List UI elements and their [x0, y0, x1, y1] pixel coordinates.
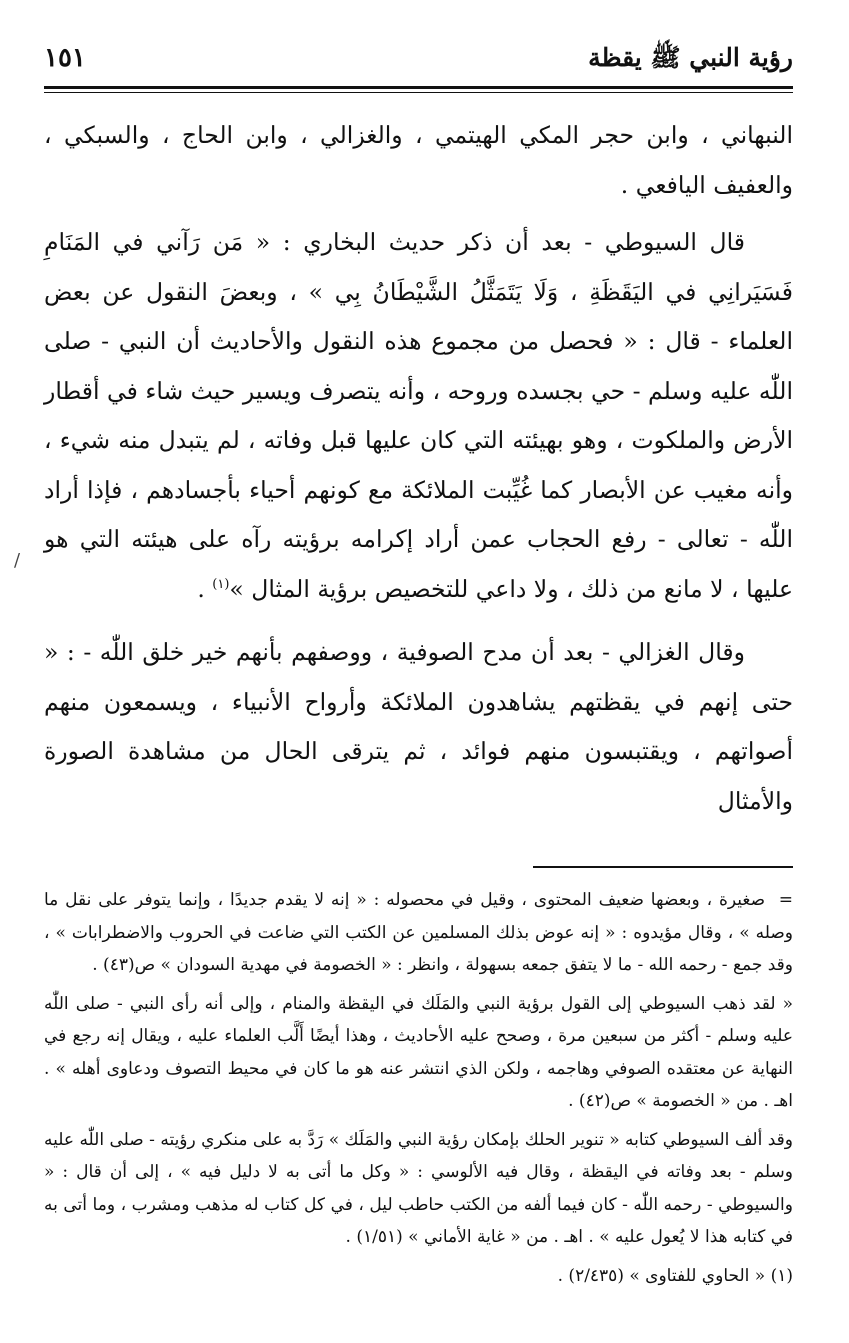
- footnote-paragraph-2: « لقد ذهب السيوطي إلى القول برؤية النبي والمَلَك في اليقظة والمنام ، وإلى أنه رأى النبي - صلى اللّٰه عليه وسلم - أكثر من سبعين مرة ، وصحح عليه الأحاديث ، وهذا أيضًا أَلَّب العلماء عليه ، ويقال إنه رجع في النهاية عن معتقده الصوفي وهاجمه ، ولكن الذي انتشر عنه هو ما كان في محيط التصوف ودعاوى أهله » . اهـ . من « الخصومة » ص(٤٢) .: [44, 993, 793, 1111]
- running-header: [44, 30, 793, 78]
- footnote-1: (١) « الحاوي للفتاوى » (٢/٤٣٥) .: [557, 1265, 793, 1286]
- footnote-separator: [533, 866, 793, 868]
- main-text: [44, 111, 793, 826]
- footnote-reference: (١): [212, 576, 230, 592]
- paragraph-2-end: .: [197, 574, 213, 603]
- header-title: رؤية النبي ﷺ يقظة: [588, 43, 793, 72]
- footnote-continuation: [44, 884, 793, 982]
- header-rule-thick: [44, 86, 793, 89]
- footnote-continuation-text: صغيرة ، وبعضها ضعيف المحتوى ، وقيل في محصوله : « إنه لا يقدم جديدًا ، وإنما يتوفر على نقل ما وصله » ، وقال مؤيدوه : « إنه عوض بذلك المسلمين عن الكتب التي ضاعت في الحروب والاضطرابات » ، وقد جمع - رحمه الله - ما لا يتفق جمعه بسهولة ، وانظر : « الخصومة في مهدية السودان » ص(٤٣) .: [44, 890, 793, 975]
- book-page: [14, 30, 793, 1323]
- footnotes: [44, 884, 793, 1292]
- margin-mark: /: [14, 550, 21, 571]
- paragraph-3: وقال الغزالي - بعد أن مدح الصوفية ، ووصفهم بأنهم خير خلق اللّٰه - : « حتى إنهم في يقظتهم يشاهدون الملائكة وأرواح الأنبياء ، ويسمعون منهم أصواتهم ، ويقتبسون منهم فوائد ، ثم يترقى الحال من مشاهدة الصورة والأمثال: [44, 638, 793, 815]
- paragraph-2-text: قال السيوطي - بعد أن ذكر حديث البخاري : « مَن رَآني في المَنَامِ فَسَيَرانِي في اليَقَظَةِ ، وَلَا يَتَمَثَّلُ الشَّيْطَانُ بِي » ، وبعضَ النقول عن بعض العلماء - قال : « فحصل من مجموع هذه النقول والأحاديث أن النبي - صلى اللّٰه عليه وسلم - حي بجسده وروحه ، وأنه يتصرف ويسير حيث شاء في أقطار الأرض والملكوت ، وهو بهيئته التي كان عليها قبل وفاته ، لم يتبدل منه شيء ، وأنه مغيب عن الأبصار كما غُيِّبت الملائكة مع كونهم أحياء بأجسادهم ، فإذا أراد اللّٰه - تعالى - رفع الحجاب عمن أراد إكرامه برؤيته رآه على هيئته التي هو عليها ، لا مانع من ذلك ، ولا داعي للتخصيص برؤية المثال »: [44, 228, 793, 603]
- footnote-paragraph-3: وقد ألف السيوطي كتابه « تنوير الحلك بإمكان رؤية النبي والمَلَك » رَدَّ به على منكري رؤيته - صلى اللّٰه عليه وسلم - بعد وفاته في اليقظة ، وقال فيه الألوسي : « وكل ما أتى به لا دليل فيه » ، إلى أن قال : « والسيوطي - رحمه اللّٰه - كان فيما ألفه من الكتب حاطب ليل ، في كل كتاب له مذهب ومشرب ، وما أتى به في كتابه هذا لا يُعول عليه » . اهـ . من « غاية الأماني » (١/٥١) .: [44, 1129, 793, 1247]
- page-number: ١٥١: [44, 43, 86, 73]
- paragraph-2: [44, 218, 793, 614]
- paragraph-1: النبهاني ، وابن حجر المكي الهيتمي ، والغزالي ، وابن الحاج ، والسبكي ، والعفيف اليافعي .: [44, 121, 793, 199]
- continuation-marker: =: [778, 890, 793, 910]
- header-rule-thin: [44, 92, 793, 93]
